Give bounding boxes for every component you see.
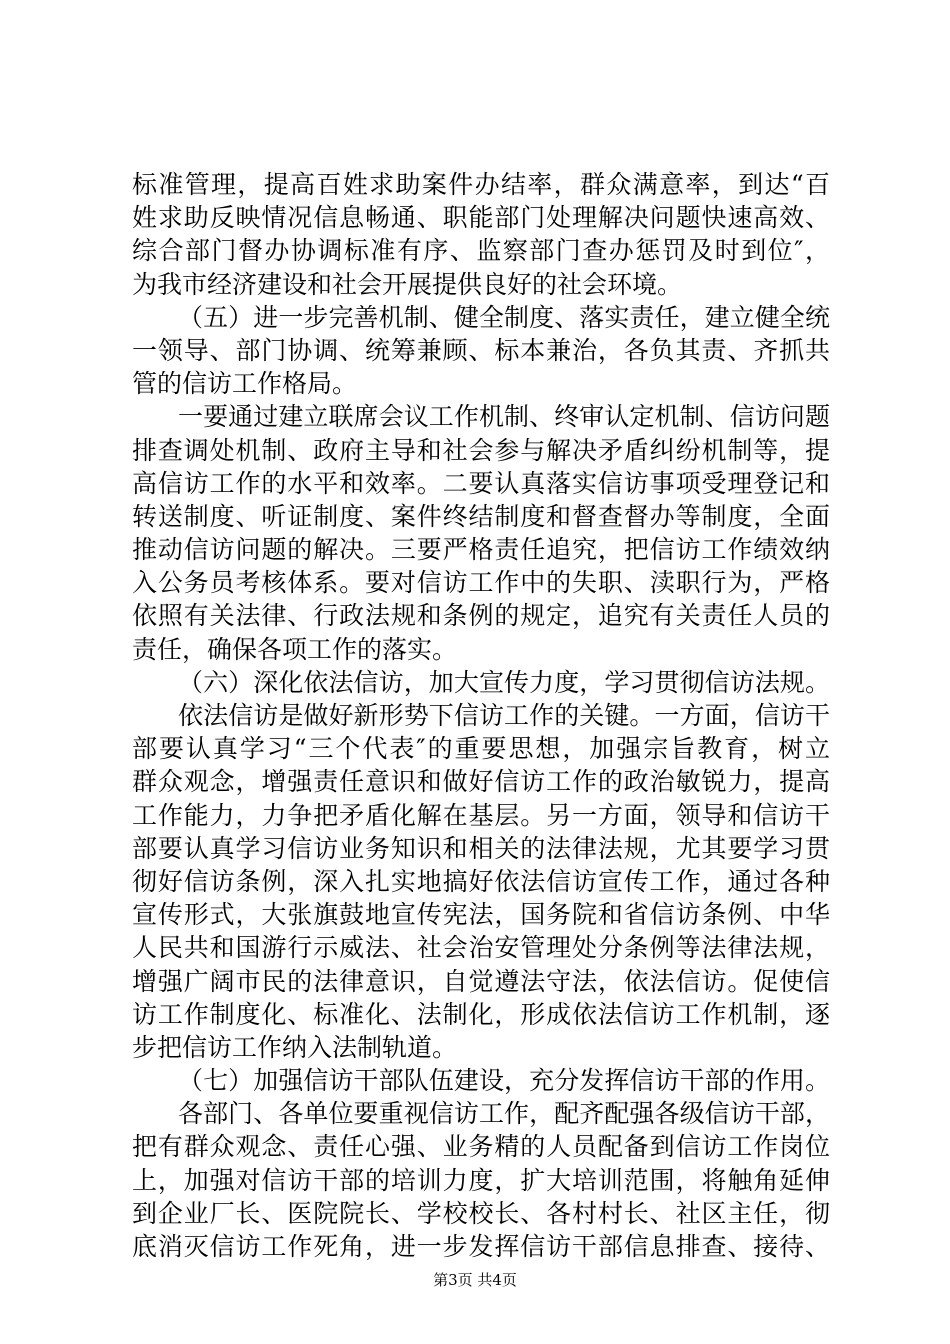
text-line: 转送制度、听证制度、案件终结制度和督查督办等制度，全面 <box>132 501 830 531</box>
text-line: 入公务员考核体系。要对信访工作中的失职、渎职行为，严格 <box>132 568 830 598</box>
text-line: 底消灭信访工作死角，进一步发挥信访干部信息排查、接待、 <box>132 1232 830 1261</box>
text-line: 排查调处机制、政府主导和社会参与解决矛盾纠纷机制等，提 <box>132 435 830 465</box>
text-line: 依照有关法律、行政法规和条例的规定，追究有关责任人员的 <box>132 601 830 631</box>
text-line: 责任，确保各项工作的落实。 <box>132 634 458 664</box>
text-line: 姓求助反映情况信息畅通、职能部门处理解决问题快速高效、 <box>132 203 830 233</box>
text-line: 部要认真学习信访业务知识和相关的法律法规，尤其要学习贯 <box>132 833 830 863</box>
text-line: 工作能力，力争把矛盾化解在基层。另一方面，领导和信访干 <box>132 800 830 830</box>
text-line: 把有群众观念、责任心强、业务精的人员配备到信访工作岗位 <box>132 1132 830 1162</box>
section-heading-5: （五）进一步完善机制、健全制度、落实责任，建立健全统 <box>178 302 830 332</box>
text-line: 增强广阔市民的法律意识，自觉遵法守法，依法信访。促使信 <box>132 966 830 996</box>
text-line: 各部门、各单位要重视信访工作，配齐配强各级信访干部， <box>178 1099 830 1129</box>
text-line: 到企业厂长、医院院长、学校校长、各村村长、社区主任，彻 <box>132 1198 830 1228</box>
body-text <box>132 168 830 1263</box>
text-line: 群众观念，增强责任意识和做好信访工作的政治敏锐力，提高 <box>132 767 830 797</box>
text-line: 访工作制度化、标准化、法制化，形成依法信访工作机制，逐 <box>132 999 830 1029</box>
text-line: 人民共和国游行示威法、社会治安管理处分条例等法律法规， <box>132 933 830 963</box>
text-line: 推动信访问题的解决。三要严格责任追究，把信访工作绩效纳 <box>132 535 830 565</box>
section-heading-7: （七）加强信访干部队伍建设，充分发挥信访干部的作用。 <box>178 1066 830 1096</box>
page-footer: 第3页 共4页 <box>433 1271 517 1289</box>
text-line: 高信访工作的水平和效率。二要认真落实信访事项受理登记和 <box>132 468 830 498</box>
text-line: 步把信访工作纳入法制轨道。 <box>132 1032 458 1062</box>
text-line: 综合部门督办协调标准有序、监察部门查办惩罚及时到位″， <box>132 236 830 266</box>
text-line: 彻好信访条例，深入扎实地搞好依法信访宣传工作，通过各种 <box>132 866 830 896</box>
text-line: 一要通过建立联席会议工作机制、终审认定机制、信访问题 <box>178 402 830 432</box>
text-line: 一领导、部门协调、统筹兼顾、标本兼治，各负其责、齐抓共 <box>132 335 830 365</box>
section-heading-6: （六）深化依法信访，加大宣传力度，学习贯彻信访法规。 <box>178 667 830 697</box>
text-line: 宣传形式，大张旗鼓地宣传宪法，国务院和省信访条例、中华 <box>132 900 830 930</box>
text-line: 管的信访工作格局。 <box>132 369 358 399</box>
text-line: 部要认真学习“三个代表″的重要思想，加强宗旨教育，树立 <box>132 734 830 764</box>
text-line: 标准管理，提高百姓求助案件办结率，群众满意率，到达“百 <box>132 170 830 199</box>
text-line: 上，加强对信访干部的培训力度，扩大培训范围，将触角延伸 <box>132 1165 830 1195</box>
text-line: 依法信访是做好新形势下信访工作的关键。一方面，信访干 <box>178 701 830 730</box>
text-line: 为我市经济建设和社会开展提供良好的社会环境。 <box>132 269 683 299</box>
